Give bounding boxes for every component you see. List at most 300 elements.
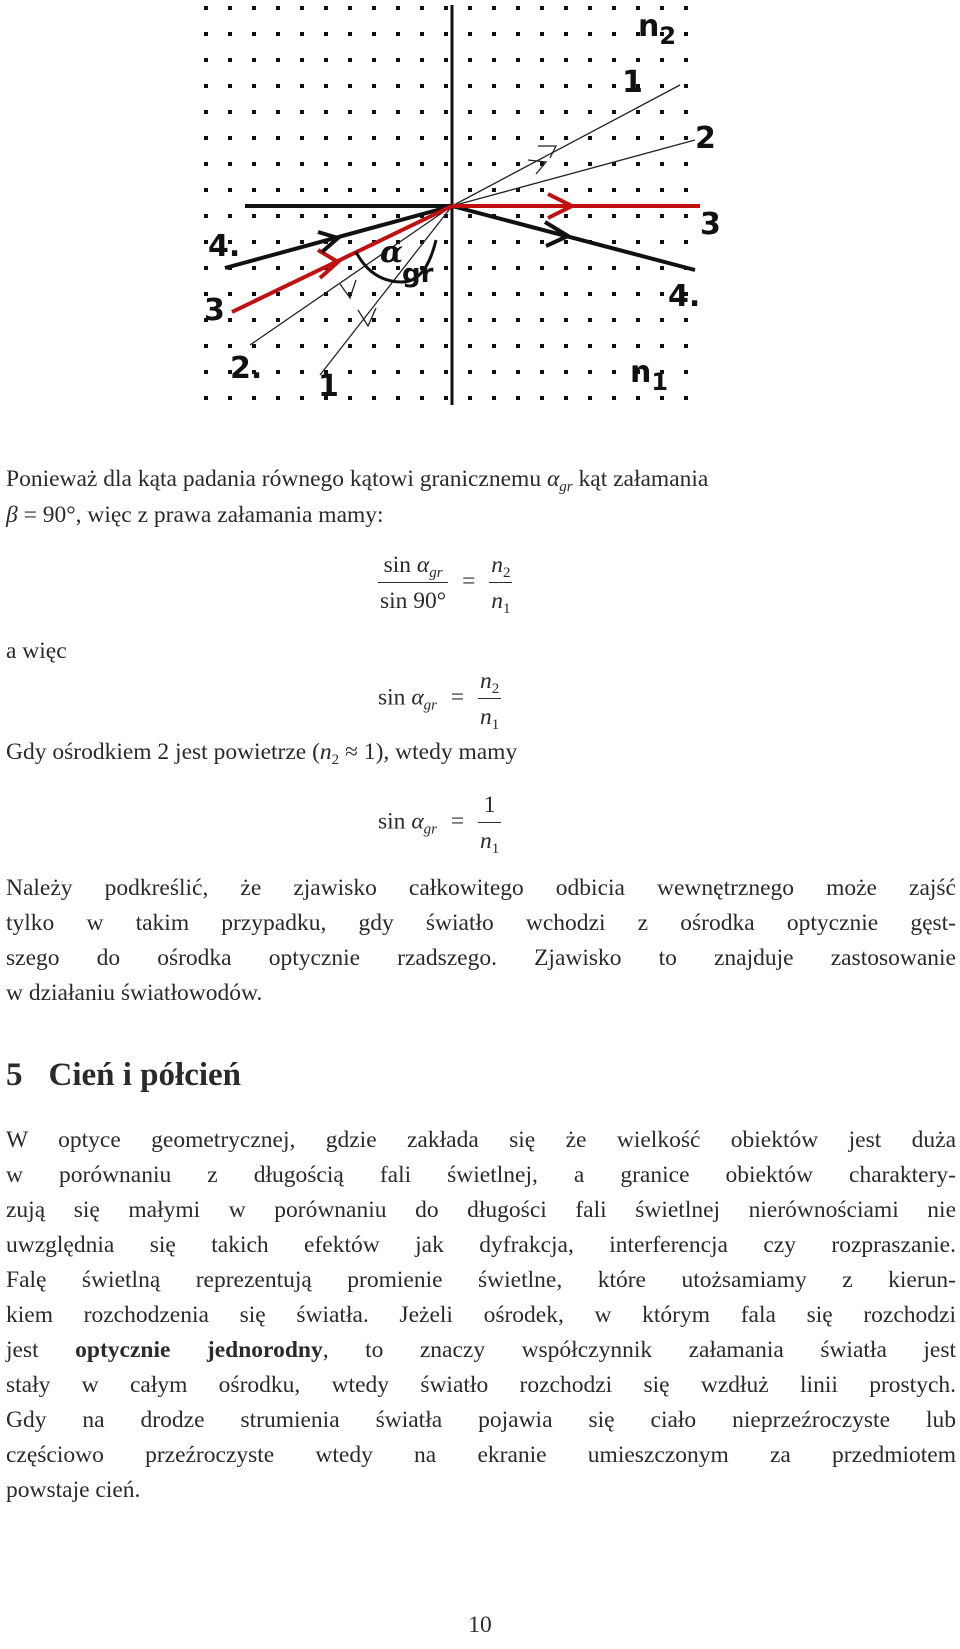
grid-dot bbox=[636, 396, 640, 400]
grid-dot bbox=[516, 32, 520, 36]
grid-dot bbox=[300, 32, 304, 36]
grid-dot bbox=[276, 58, 280, 62]
grid-dot bbox=[372, 318, 376, 322]
grid-dot bbox=[588, 370, 592, 374]
grid-dot bbox=[492, 32, 496, 36]
grid-dot bbox=[324, 84, 328, 88]
grid-dot bbox=[468, 188, 472, 192]
grid-dot bbox=[468, 58, 472, 62]
grid-dot bbox=[660, 318, 664, 322]
grid-dot bbox=[204, 32, 208, 36]
grid-dot bbox=[660, 110, 664, 114]
eq1-right-fraction: $\frac{n_2}{n_1}$ bbox=[491, 552, 511, 617]
grid-dot bbox=[684, 396, 688, 400]
paragraph-2-line-2: tylko w takim przypadku, gdy światło wchodzi z ośrodka optycznie gęst- bbox=[6, 910, 956, 936]
grid-dot bbox=[516, 266, 520, 270]
grid-dot bbox=[540, 344, 544, 348]
grid-dot bbox=[204, 162, 208, 166]
grid-dot bbox=[420, 344, 424, 348]
grid-dot bbox=[396, 188, 400, 192]
grid-dot bbox=[444, 136, 448, 140]
label-ray-1-left: 1 bbox=[318, 369, 339, 404]
grid-dot bbox=[276, 214, 280, 218]
label-n1: $n_1$ bbox=[630, 355, 669, 396]
grid-dot bbox=[204, 136, 208, 140]
grid-dot bbox=[420, 110, 424, 114]
grid-dot bbox=[612, 58, 616, 62]
grid-dot bbox=[396, 396, 400, 400]
grid-dot bbox=[612, 292, 616, 296]
grid-dot bbox=[276, 344, 280, 348]
grid-dot bbox=[228, 58, 232, 62]
grid-dot bbox=[396, 292, 400, 296]
grid-dot bbox=[396, 6, 400, 10]
grid-dot bbox=[612, 344, 616, 348]
grid-dot bbox=[588, 136, 592, 140]
grid-dot bbox=[252, 396, 256, 400]
grid-dot bbox=[228, 396, 232, 400]
grid-dot bbox=[516, 162, 520, 166]
p1-line2-text: = 90°, więc z prawa załamania mamy: bbox=[23, 502, 384, 528]
grid-dot bbox=[324, 58, 328, 62]
grid-dot bbox=[588, 58, 592, 62]
grid-dot bbox=[444, 292, 448, 296]
grid-dot bbox=[516, 214, 520, 218]
grid-dot bbox=[468, 344, 472, 348]
grid-dot bbox=[684, 188, 688, 192]
grid-dot bbox=[540, 136, 544, 140]
grid-dot bbox=[204, 188, 208, 192]
grid-dot bbox=[540, 318, 544, 322]
page-number: 10 bbox=[468, 1612, 492, 1638]
grid-dot bbox=[324, 136, 328, 140]
grid-dot bbox=[564, 58, 568, 62]
grid-dot bbox=[660, 162, 664, 166]
paragraph-3-line-3: zują się małymi w porównaniu do długości fali świetlnej nierównościami nie bbox=[6, 1197, 956, 1223]
grid-dot bbox=[324, 32, 328, 36]
grid-dot bbox=[492, 266, 496, 270]
grid-dot bbox=[636, 344, 640, 348]
grid-dot bbox=[228, 162, 232, 166]
grid-dot bbox=[372, 6, 376, 10]
grid-dot bbox=[348, 6, 352, 10]
grid-dot bbox=[252, 6, 256, 10]
grid-dot bbox=[468, 240, 472, 244]
dot-grid bbox=[204, 6, 688, 400]
grid-dot bbox=[252, 32, 256, 36]
grid-dot bbox=[468, 318, 472, 322]
grid-dot bbox=[300, 344, 304, 348]
grid-dot bbox=[252, 84, 256, 88]
grid-dot bbox=[588, 292, 592, 296]
grid-dot bbox=[396, 136, 400, 140]
grid-dot bbox=[516, 6, 520, 10]
refraction-figure bbox=[190, 0, 770, 440]
alpha-gr-symbol: $\alpha_{gr}$ bbox=[546, 466, 573, 495]
grid-dot bbox=[420, 58, 424, 62]
grid-dot bbox=[564, 84, 568, 88]
paragraph-1-line-2 bbox=[6, 498, 956, 533]
grid-dot bbox=[300, 162, 304, 166]
section-heading bbox=[6, 1053, 241, 1097]
grid-dot bbox=[492, 162, 496, 166]
grid-dot bbox=[444, 396, 448, 400]
grid-dot bbox=[300, 292, 304, 296]
grid-dot bbox=[516, 370, 520, 374]
grid-dot bbox=[540, 370, 544, 374]
grid-dot bbox=[468, 162, 472, 166]
grid-dot bbox=[564, 344, 568, 348]
grid-dot bbox=[612, 214, 616, 218]
grid-dot bbox=[516, 240, 520, 244]
section-number: 5 bbox=[6, 1057, 23, 1093]
grid-dot bbox=[444, 240, 448, 244]
grid-dot bbox=[516, 396, 520, 400]
grid-dot bbox=[660, 396, 664, 400]
grid-dot bbox=[684, 240, 688, 244]
grid-dot bbox=[564, 6, 568, 10]
grid-dot bbox=[516, 318, 520, 322]
grid-dot bbox=[516, 136, 520, 140]
grid-dot bbox=[372, 110, 376, 114]
grid-dot bbox=[396, 370, 400, 374]
label-ray-4-right: 4. bbox=[668, 279, 701, 314]
grid-dot bbox=[564, 240, 568, 244]
grid-dot bbox=[300, 6, 304, 10]
grid-dot bbox=[588, 84, 592, 88]
grid-dot bbox=[612, 6, 616, 10]
grid-dot bbox=[636, 266, 640, 270]
grid-dot bbox=[660, 344, 664, 348]
grid-dot bbox=[372, 188, 376, 192]
paragraph-3-line-7: jest optycznie jednorodny, to znaczy współczynnik załamania światła jest bbox=[6, 1337, 957, 1363]
grid-dot bbox=[420, 370, 424, 374]
grid-dot bbox=[540, 240, 544, 244]
grid-dot bbox=[372, 370, 376, 374]
grid-dot bbox=[252, 136, 256, 140]
grid-dot bbox=[636, 318, 640, 322]
section-title: Cień i półcień bbox=[48, 1057, 242, 1093]
paragraph-3-line-10: częściowo przeźroczyste wtedy na ekranie umieszczonym za przedmiotem bbox=[6, 1442, 956, 1468]
grid-dot bbox=[492, 318, 496, 322]
arrowhead-ray-2-refracted bbox=[528, 160, 546, 174]
grid-dot bbox=[276, 318, 280, 322]
paragraph-3-line-1: W optyce geometrycznej, gdzie zakłada się że wielkość obiektów jest duża bbox=[6, 1127, 956, 1153]
grid-dot bbox=[228, 110, 232, 114]
grid-dot bbox=[444, 266, 448, 270]
grid-dot bbox=[372, 292, 376, 296]
grid-dot bbox=[516, 58, 520, 62]
grid-dot bbox=[540, 84, 544, 88]
grid-dot bbox=[300, 240, 304, 244]
label-alpha: α bbox=[380, 235, 404, 270]
grid-dot bbox=[444, 110, 448, 114]
grid-dot bbox=[396, 84, 400, 88]
grid-dot bbox=[468, 396, 472, 400]
label-gr: gr bbox=[402, 259, 434, 289]
grid-dot bbox=[588, 214, 592, 218]
grid-dot bbox=[684, 318, 688, 322]
grid-dot bbox=[348, 240, 352, 244]
gdy-line: Gdy ośrodkiem 2 jest powietrze $(n_2 \approx 1)$, wtedy mamy bbox=[6, 739, 518, 768]
grid-dot bbox=[300, 188, 304, 192]
grid-dot bbox=[492, 292, 496, 296]
label-ray-2-top: 2 bbox=[695, 121, 716, 156]
grid-dot bbox=[228, 292, 232, 296]
grid-dot bbox=[396, 58, 400, 62]
grid-dot bbox=[636, 214, 640, 218]
grid-dot bbox=[372, 266, 376, 270]
label-ray-2-left: 2. bbox=[230, 351, 263, 386]
grid-dot bbox=[420, 396, 424, 400]
label-ray-1-top: 1 bbox=[622, 65, 643, 100]
grid-dot bbox=[540, 32, 544, 36]
grid-dot bbox=[300, 266, 304, 270]
p1-text-end: kąt załamania bbox=[578, 466, 709, 492]
label-n2: $n_2$ bbox=[638, 9, 677, 50]
grid-dot bbox=[612, 32, 616, 36]
grid-dot bbox=[204, 214, 208, 218]
grid-dot bbox=[684, 6, 688, 10]
ray-2-refracted bbox=[452, 140, 695, 206]
grid-dot bbox=[684, 110, 688, 114]
paragraph-3-line-6: kiem rozchodzenia się światła. Jeżeli ośrodek, w którym fala się rozchodzi bbox=[6, 1302, 956, 1328]
grid-dot bbox=[372, 344, 376, 348]
grid-dot bbox=[684, 214, 688, 218]
grid-dot bbox=[492, 344, 496, 348]
ray-4-reflected bbox=[452, 206, 695, 270]
grid-dot bbox=[348, 162, 352, 166]
grid-dot bbox=[588, 396, 592, 400]
grid-dot bbox=[348, 110, 352, 114]
grid-dot bbox=[348, 188, 352, 192]
grid-dot bbox=[564, 32, 568, 36]
grid-dot bbox=[468, 136, 472, 140]
grid-dot bbox=[324, 162, 328, 166]
grid-dot bbox=[324, 318, 328, 322]
grid-dot bbox=[516, 84, 520, 88]
grid-dot bbox=[660, 58, 664, 62]
grid-dot bbox=[204, 58, 208, 62]
grid-dot bbox=[396, 318, 400, 322]
grid-dot bbox=[300, 58, 304, 62]
equation-3: $\sin \alpha_{gr}$ = $\frac{1}{n_1}$ bbox=[378, 792, 500, 857]
grid-dot bbox=[324, 214, 328, 218]
grid-dot bbox=[660, 266, 664, 270]
grid-dot bbox=[204, 370, 208, 374]
grid-dot bbox=[444, 370, 448, 374]
paragraph-2-line-1: Należy podkreślić, że zjawisko całkowitego odbicia wewnętrznego może zajść bbox=[6, 875, 956, 901]
grid-dot bbox=[444, 6, 448, 10]
grid-dot bbox=[468, 6, 472, 10]
grid-dot bbox=[228, 6, 232, 10]
grid-dot bbox=[348, 266, 352, 270]
grid-dot bbox=[348, 344, 352, 348]
grid-dot bbox=[252, 58, 256, 62]
grid-dot bbox=[276, 266, 280, 270]
grid-dot bbox=[372, 396, 376, 400]
grid-dot bbox=[492, 188, 496, 192]
grid-dot bbox=[612, 370, 616, 374]
grid-dot bbox=[636, 136, 640, 140]
grid-dot bbox=[420, 136, 424, 140]
grid-dot bbox=[588, 162, 592, 166]
grid-dot bbox=[252, 162, 256, 166]
grid-dot bbox=[420, 162, 424, 166]
grid-dot bbox=[252, 318, 256, 322]
grid-dot bbox=[372, 136, 376, 140]
grid-dot bbox=[228, 136, 232, 140]
grid-dot bbox=[516, 292, 520, 296]
a-wiec: a więc bbox=[6, 638, 67, 664]
grid-dot bbox=[372, 32, 376, 36]
grid-dot bbox=[204, 266, 208, 270]
grid-dot bbox=[540, 396, 544, 400]
grid-dot bbox=[444, 32, 448, 36]
grid-dot bbox=[612, 318, 616, 322]
grid-dot bbox=[252, 188, 256, 192]
paragraph-3-line-8: stały w całym ośrodku, wtedy światło rozchodzi się wzdłuż linii prostych. bbox=[6, 1372, 956, 1398]
grid-dot bbox=[396, 110, 400, 114]
grid-dot bbox=[612, 84, 616, 88]
grid-dot bbox=[372, 84, 376, 88]
grid-dot bbox=[588, 344, 592, 348]
grid-dot bbox=[276, 162, 280, 166]
grid-dot bbox=[660, 6, 664, 10]
equation-2: $\sin \alpha_{gr}$ = $\frac{n_2}{n_1}$ bbox=[378, 668, 500, 733]
paragraph-2-line-3: szego do ośrodka optycznie rzadszego. Zjawisko to znajduje zastosowanie bbox=[6, 945, 956, 971]
grid-dot bbox=[348, 396, 352, 400]
grid-dot bbox=[564, 214, 568, 218]
grid-dot bbox=[396, 162, 400, 166]
grid-dot bbox=[420, 32, 424, 36]
grid-dot bbox=[660, 84, 664, 88]
grid-dot bbox=[564, 370, 568, 374]
grid-dot bbox=[300, 396, 304, 400]
grid-dot bbox=[564, 292, 568, 296]
grid-dot bbox=[492, 136, 496, 140]
grid-dot bbox=[228, 32, 232, 36]
paragraph-3-line-4: uwzględnia się takich efektów jak dyfrakcja, interferencja czy rozpraszanie. bbox=[6, 1232, 956, 1258]
grid-dot bbox=[204, 110, 208, 114]
grid-dot bbox=[660, 136, 664, 140]
paragraph-3-line-5: Falę świetlną reprezentują promienie świetlne, które utożsamiamy z kierun- bbox=[6, 1267, 956, 1293]
grid-dot bbox=[324, 6, 328, 10]
grid-dot bbox=[348, 318, 352, 322]
grid-dot bbox=[540, 58, 544, 62]
paragraph-2-line-4: w działaniu światłowodów. bbox=[6, 980, 263, 1006]
grid-dot bbox=[252, 110, 256, 114]
grid-dot bbox=[540, 6, 544, 10]
grid-dot bbox=[300, 136, 304, 140]
grid-dot bbox=[684, 32, 688, 36]
grid-dot bbox=[348, 136, 352, 140]
grid-dot bbox=[276, 84, 280, 88]
grid-dot bbox=[204, 6, 208, 10]
ray-1-incident bbox=[320, 206, 452, 375]
grid-dot bbox=[348, 58, 352, 62]
grid-dot bbox=[468, 370, 472, 374]
grid-dot bbox=[348, 84, 352, 88]
grid-dot bbox=[684, 370, 688, 374]
grid-dot bbox=[300, 318, 304, 322]
grid-dot bbox=[636, 58, 640, 62]
grid-dot bbox=[252, 214, 256, 218]
grid-dot bbox=[636, 292, 640, 296]
grid-dot bbox=[252, 240, 256, 244]
grid-dot bbox=[540, 110, 544, 114]
grid-dot bbox=[444, 344, 448, 348]
grid-dot bbox=[588, 266, 592, 270]
grid-dot bbox=[348, 370, 352, 374]
grid-dot bbox=[540, 266, 544, 270]
grid-dot bbox=[444, 318, 448, 322]
grid-dot bbox=[684, 58, 688, 62]
grid-dot bbox=[372, 58, 376, 62]
grid-dot bbox=[420, 6, 424, 10]
grid-dot bbox=[564, 188, 568, 192]
grid-dot bbox=[564, 110, 568, 114]
grid-dot bbox=[492, 58, 496, 62]
grid-dot bbox=[516, 110, 520, 114]
grid-dot bbox=[588, 32, 592, 36]
grid-dot bbox=[636, 110, 640, 114]
grid-dot bbox=[564, 136, 568, 140]
grid-dot bbox=[564, 318, 568, 322]
grid-dot bbox=[444, 162, 448, 166]
grid-dot bbox=[492, 396, 496, 400]
grid-dot bbox=[468, 214, 472, 218]
grid-dot bbox=[660, 214, 664, 218]
grid-dot bbox=[420, 318, 424, 322]
grid-dot bbox=[468, 110, 472, 114]
grid-dot bbox=[636, 240, 640, 244]
grid-dot bbox=[420, 84, 424, 88]
grid-dot bbox=[468, 266, 472, 270]
grid-dot bbox=[516, 344, 520, 348]
paragraph-1-line-1 bbox=[6, 462, 956, 497]
grid-dot bbox=[204, 84, 208, 88]
grid-dot bbox=[228, 84, 232, 88]
grid-dot bbox=[324, 344, 328, 348]
grid-dot bbox=[276, 240, 280, 244]
grid-dot bbox=[420, 292, 424, 296]
grid-dot bbox=[684, 84, 688, 88]
grid-dot bbox=[276, 370, 280, 374]
grid-dot bbox=[444, 58, 448, 62]
grid-dot bbox=[228, 214, 232, 218]
grid-dot bbox=[444, 188, 448, 192]
label-ray-3-left: 3 bbox=[204, 293, 225, 328]
label-ray-3-right: 3 bbox=[700, 207, 721, 242]
grid-dot bbox=[252, 292, 256, 296]
grid-dot bbox=[588, 188, 592, 192]
grid-dot bbox=[204, 344, 208, 348]
eq3-fraction: $\frac{1}{n_1}$ bbox=[480, 792, 500, 857]
grid-dot bbox=[276, 6, 280, 10]
grid-dot bbox=[540, 292, 544, 296]
paragraph-3-line-2: w porównaniu z długością fali świetlnej, a granice obiektów charaktery- bbox=[6, 1162, 956, 1188]
grid-dot bbox=[228, 318, 232, 322]
grid-dot bbox=[396, 344, 400, 348]
grid-dot bbox=[684, 162, 688, 166]
bold-term: optycznie jednorodny bbox=[75, 1337, 323, 1363]
grid-dot bbox=[564, 396, 568, 400]
ray-1-refracted bbox=[452, 85, 680, 206]
grid-dot bbox=[252, 344, 256, 348]
grid-dot bbox=[324, 188, 328, 192]
equation-1: $\frac{\sin \alpha_{gr}}{\sin 90^\circ}$ = $\frac{n_2}{n_1}$ bbox=[380, 552, 511, 617]
